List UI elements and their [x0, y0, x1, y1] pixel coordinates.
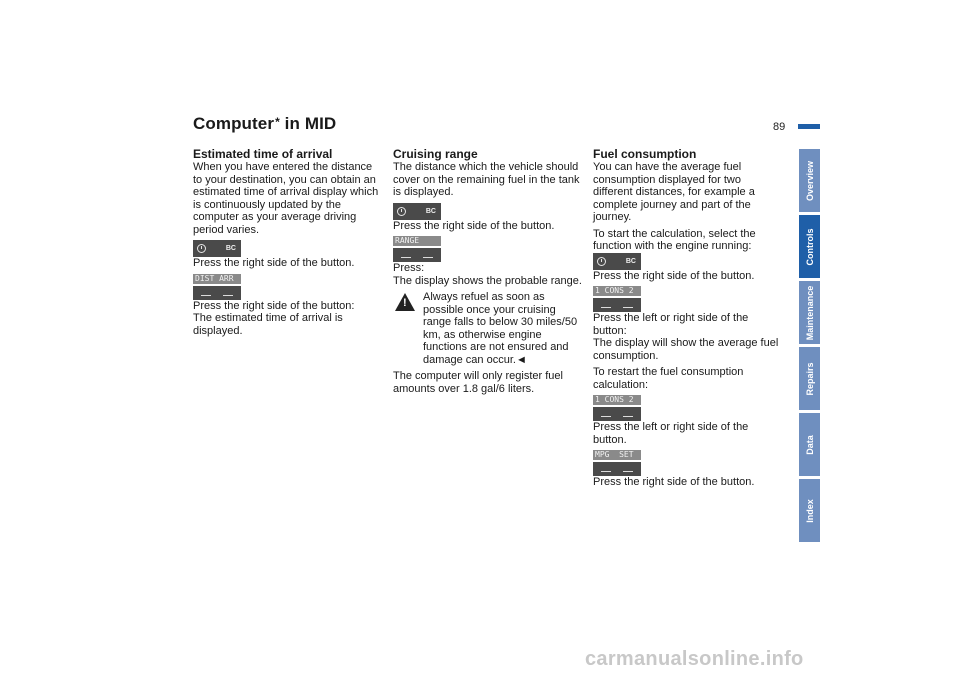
instruction: Press the right side of the button. [593, 476, 755, 488]
instruction: Press the right side of the button. [393, 219, 555, 232]
tab-repairs[interactable]: Repairs [799, 347, 820, 410]
instruction: Press the right side of the button. [193, 257, 355, 269]
paragraph: To restart the fuel consumption calculation: [593, 366, 744, 391]
instruction: Press the left or right side of the button: [593, 312, 749, 337]
section-heading: Cruising range [393, 147, 478, 161]
tab-overview[interactable]: Overview [799, 149, 820, 212]
instruction: Press the right side of the button: [193, 299, 355, 312]
instruction: Press the right side of the button. [593, 269, 755, 282]
tab-controls[interactable]: Controls [799, 215, 820, 278]
section-cruising-range [393, 147, 583, 395]
paragraph: The distance which the vehicle should cover on the remaining fuel in the tank is displayed. [393, 161, 580, 198]
bc-button-icon: BC [393, 203, 441, 220]
bc-button-icon: BC [193, 240, 241, 257]
mid-display-icon: RANGE [393, 236, 441, 262]
paragraph: You can have the average fuel consumption displayed for two different distances, for example a complete journey and part of the journey. [593, 161, 755, 223]
tab-data[interactable]: Data [799, 413, 820, 476]
mid-display-icon: 1 CONS 2 [593, 395, 641, 421]
warning-note: ! Always refuel as soon as possible once your cruising range falls to below 30 miles/50 km, as otherwise engine functions are not ensured and damage can occur.◄ [393, 291, 583, 366]
mid-display-icon: MPG SET [593, 450, 641, 476]
warning-text: Always refuel as soon as possible once your cruising range falls to below 30 miles/50 km, as otherwise engine functions are not ensured and damage can occur. [423, 291, 578, 366]
tab-index[interactable]: Index [799, 479, 820, 542]
instruction: Press the left or right side of the button. [593, 421, 749, 446]
paragraph: The computer will only register fuel amounts over 1.8 gal/6 liters. [393, 370, 563, 395]
page-number: 89 [773, 121, 786, 133]
section-estimated-arrival [193, 147, 383, 337]
section-heading: Estimated time of arrival [193, 147, 333, 161]
warning-icon: ! [395, 293, 415, 311]
mid-display-icon: 1 CONS 2 [593, 286, 641, 312]
section-fuel-consumption [593, 147, 783, 489]
instruction: The estimated time of arrival is displayed. [193, 312, 343, 337]
paragraph: When you have entered the distance to your destination, you can obtain an estimated time of arrival display which is continuously updated by the computer as your average driving period varies. [193, 161, 379, 236]
bc-button-icon: BC [593, 253, 641, 270]
page-title: Computer* in MID [193, 114, 337, 133]
section-heading: Fuel consumption [593, 147, 697, 161]
mid-display-icon: DIST ARR [193, 274, 241, 300]
tab-maintenance[interactable]: Maintenance [799, 281, 820, 344]
instruction: The display shows the probable range. [393, 274, 582, 287]
page-number-bar [798, 124, 820, 129]
instruction: Press: [393, 262, 425, 274]
paragraph: To start the calculation, select the function with the engine running: [593, 227, 756, 252]
instruction: The display will show the average fuel consumption. [593, 337, 779, 362]
watermark: carmanualsonline.info [585, 648, 804, 670]
